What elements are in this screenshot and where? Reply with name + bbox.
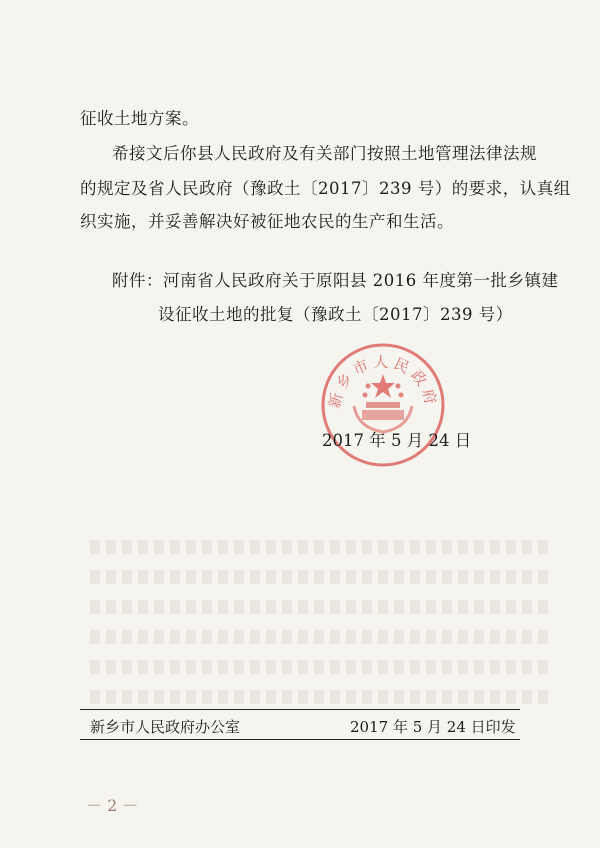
bleed-through-line	[90, 540, 550, 554]
bleed-through-line	[90, 630, 550, 644]
body-line-4: 织实施，并妥善解决好被征地农民的生产和生活。	[80, 212, 454, 231]
body-line-1: 征收土地方案。	[80, 109, 199, 128]
footer-rule-bottom	[80, 739, 520, 740]
attachment-line-2: 设征收土地的批复（豫政土〔2017〕239 号）	[158, 305, 513, 324]
issuing-office: 新乡市人民政府办公室	[90, 718, 241, 736]
footer-rule-top	[80, 709, 520, 710]
body-line-3: 的规定及省人民政府（豫政土〔2017〕239 号）的要求，认真组	[80, 179, 571, 198]
bleed-through-line	[90, 660, 550, 674]
signature-date: 2017 年 5 月 24 日	[322, 431, 472, 450]
issue-date: 2017 年 5 月 24 日印发	[350, 718, 516, 736]
seal-text: 新乡市人民政府	[325, 353, 441, 410]
body-line-2: 希接文后你县人民政府及有关部门按照土地管理法律法规	[112, 144, 537, 163]
bleed-through-line	[90, 600, 550, 614]
page-number: － 2 －	[86, 796, 139, 815]
attachment-line-1: 附件：河南省人民政府关于原阳县 2016 年度第一批乡镇建	[112, 271, 559, 290]
bleed-through-line	[90, 570, 550, 584]
bleed-through-line	[90, 690, 550, 704]
